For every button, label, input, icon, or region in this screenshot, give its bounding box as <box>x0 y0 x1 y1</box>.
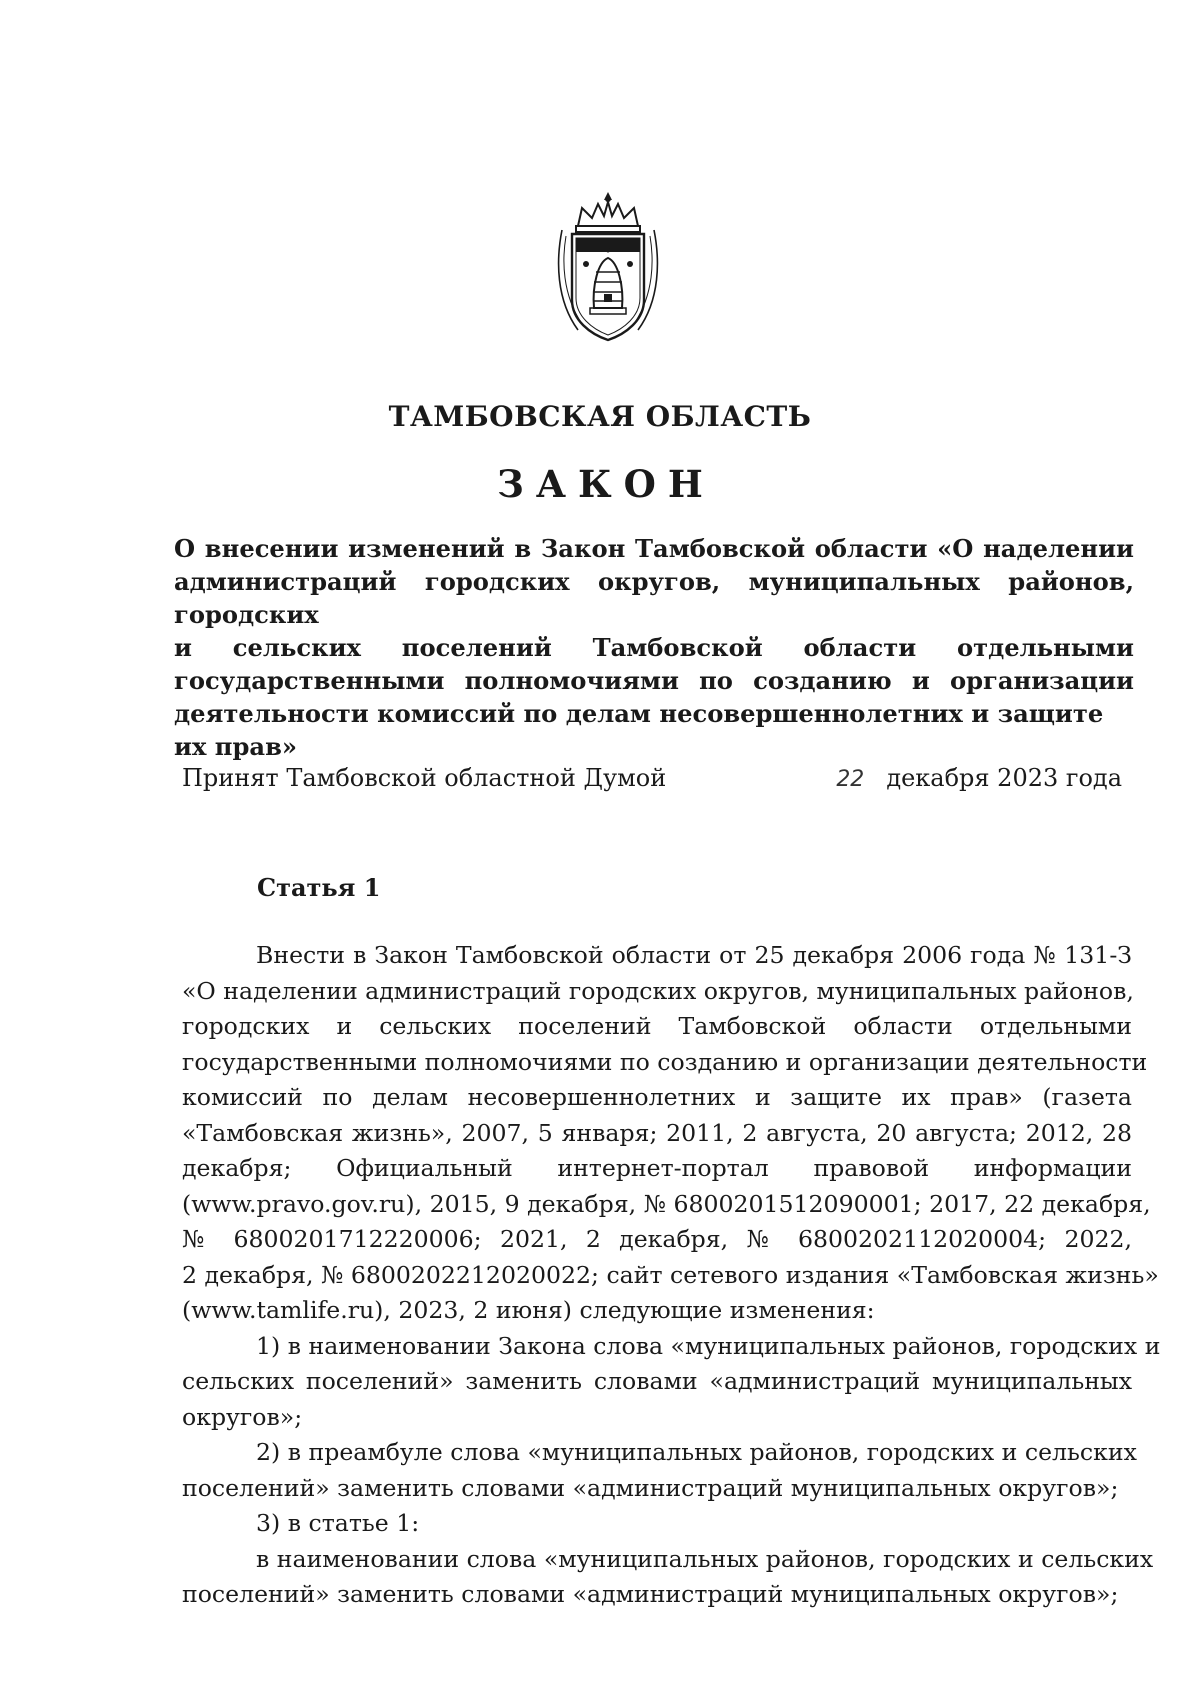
body-line: 2) в преамбуле слова «муниципальных районов, городских и сельских <box>256 1438 1137 1466</box>
body-line: комиссий по делам несовершеннолетних и защите их прав» (газета <box>182 1083 1132 1111</box>
adoption-month-year: декабря 2023 года <box>886 764 1122 792</box>
law-title-line: и сельских поселений Тамбовской области отдельными <box>174 633 1134 662</box>
region-name: ТАМБОВСКАЯ ОБЛАСТЬ <box>388 400 812 433</box>
body-line: 1) в наименовании Закона слова «муниципальных районов, городских и <box>256 1331 1161 1360</box>
law-title <box>174 532 1134 763</box>
body-line: (www.pravo.gov.ru), 2015, 9 декабря, № 6800201512090001; 2017, 22 декабря, <box>182 1189 1151 1218</box>
adopted-by: Принят Тамбовской областной Думой <box>182 764 667 792</box>
body-line: № 6800201712220006; 2021, 2 декабря, № 6800202112020004; 2022, <box>182 1225 1132 1253</box>
body-line: государственными полномочиями по созданию и организации деятельности <box>182 1047 1148 1076</box>
adoption-date <box>836 762 1122 796</box>
coat-of-arms-icon <box>548 190 668 350</box>
body-line: «Тамбовская жизнь», 2007, 5 января; 2011, 2 августа, 20 августа; 2012, 28 <box>182 1118 1132 1147</box>
body-line: 2 декабря, № 6800202212020022; сайт сетевого издания «Тамбовская жизнь» <box>182 1260 1159 1289</box>
law-title-line: О внесении изменений в Закон Тамбовской области «О наделении <box>174 534 1134 563</box>
body-line: (www.tamlife.ru), 2023, 2 июня) следующие изменения: <box>182 1296 875 1324</box>
body-line: поселений» заменить словами «администраций муниципальных округов»; <box>182 1580 1119 1608</box>
article-body <box>182 938 1161 1613</box>
document-type: ЗАКОН <box>497 462 715 506</box>
body-line: поселений» заменить словами «администраций муниципальных округов»; <box>182 1473 1119 1502</box>
adoption-day: 22 <box>836 767 865 792</box>
law-title-line: государственными полномочиями по созданию и организации <box>174 666 1134 695</box>
law-title-line: администраций городских округов, муниципальных районов, городских <box>174 567 1134 629</box>
article-heading: Статья 1 <box>257 873 381 902</box>
body-line: округов»; <box>182 1402 303 1431</box>
body-line: городских и сельских поселений Тамбовской области отдельными <box>182 1012 1132 1040</box>
law-title-line: деятельности комиссий по делам несовершеннолетних и защите их прав» <box>174 699 1104 761</box>
body-line: 3) в статье 1: <box>256 1509 420 1537</box>
body-line: декабря; Официальный интернет-портал правовой информации <box>182 1154 1132 1182</box>
body-line: Внести в Закон Тамбовской области от 25 декабря 2006 года № 131-З <box>256 941 1132 969</box>
body-line: «О наделении администраций городских округов, муниципальных районов, <box>182 976 1134 1005</box>
body-line: в наименовании слова «муниципальных районов, городских и сельских <box>256 1544 1154 1573</box>
body-line: сельских поселений» заменить словами «администраций муниципальных <box>182 1367 1132 1395</box>
adoption-line <box>182 762 1122 796</box>
